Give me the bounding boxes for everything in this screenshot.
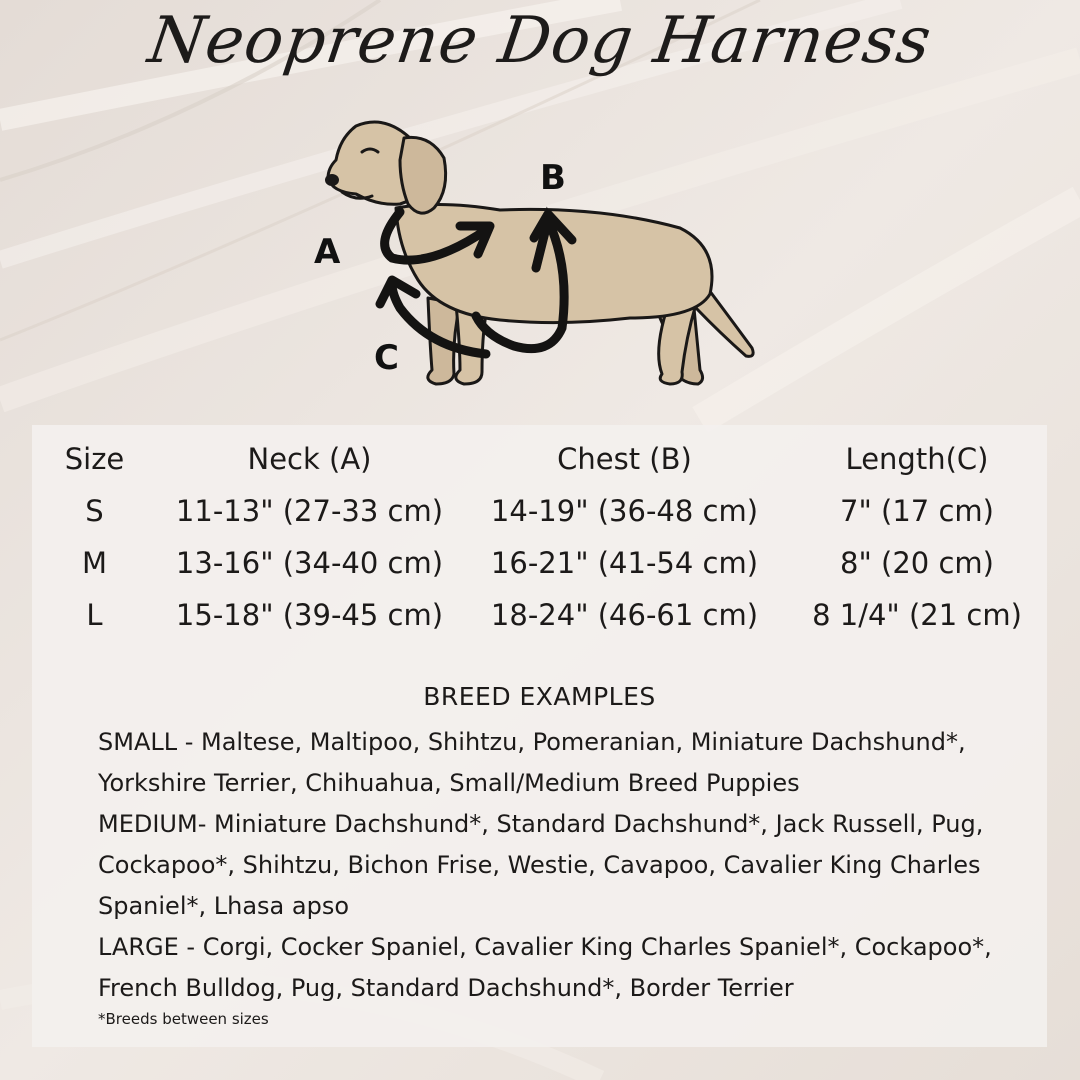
size-chart-panel [32,425,1047,1047]
size-cell: M [81,546,108,580]
length-cell: 8" (20 cm) [840,546,994,580]
breed-examples-heading: BREED EXAMPLES [423,682,656,711]
size-cell: L [86,598,103,632]
breeds-footnote: *Breeds between sizes [98,1010,269,1028]
length-cell: 7" (17 cm) [840,494,994,528]
neck-cell: 15-18" (39-45 cm) [175,598,444,632]
header-chest: Chest (B) [557,442,692,476]
table-header-row [32,433,1047,485]
size-cell: S [85,494,104,528]
dog-harness-illustration [300,108,780,408]
breed-large-text: LARGE - Corgi, Cocker Spaniel, Cavalier King Charles Spaniel*, Cockapoo*, French Bulldog, Pug, Standard Dachshund*, Border Terrier [98,933,992,1002]
table-row [32,485,1047,537]
chest-cell: 14-19" (36-48 cm) [490,494,759,528]
marker-a-label: A [314,232,341,272]
length-cell: 8 1/4" (21 cm) [812,598,1022,632]
size-table [32,433,1047,641]
table-row [32,537,1047,589]
table-row [32,589,1047,641]
page-title: Neoprene Dog Harness [143,4,937,78]
breed-small-text: SMALL - Maltese, Maltipoo, Shihtzu, Pomeranian, Miniature Dachshund*, Yorkshire Terrier, Chihuahua, Small/Medium Breed Puppies [98,728,966,797]
breed-medium-text: MEDIUM- Miniature Dachshund*, Standard Dachshund*, Jack Russell, Pug, Cockapoo*, Shihtzu, Bichon Frise, Westie, Cavapoo, Cavalier King Charles Spaniel*, Lhasa apso [98,810,984,920]
header-neck: Neck (A) [247,442,372,476]
marker-c-label: C [374,338,399,378]
chest-cell: 18-24" (46-61 cm) [490,598,759,632]
header-length: Length(C) [845,442,989,476]
header-size: Size [64,442,125,476]
neck-cell: 13-16" (34-40 cm) [175,546,444,580]
breed-examples-list [98,722,1028,1009]
marker-b-label: B [540,158,566,198]
neck-cell: 11-13" (27-33 cm) [175,494,444,528]
chest-cell: 16-21" (41-54 cm) [490,546,759,580]
